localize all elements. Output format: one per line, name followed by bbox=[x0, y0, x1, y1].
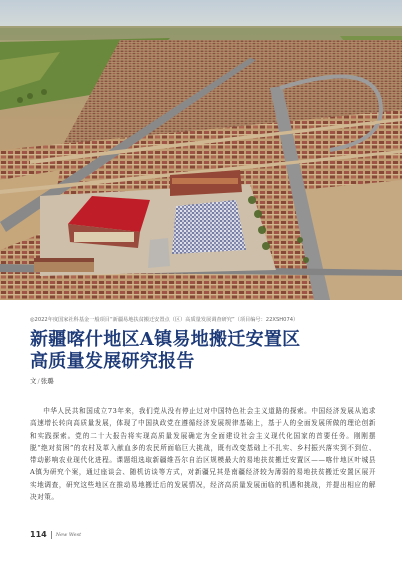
funding-note: ◎2022年度国家社科基金一般项目“新疆易地扶贫搬迁安置点（区）高质量发展调查研究”（项目编号：22XSH074） bbox=[30, 317, 299, 323]
page-footer bbox=[30, 530, 81, 539]
page-number: 114 bbox=[30, 530, 47, 539]
author-prefix: 文 bbox=[30, 377, 37, 385]
abstract-paragraph: 中华人民共和国成立73年来，我们党从没有停止过对中国特色社会主义道路的探索。中国经济发展从追求高速增长转向高质量发展，体现了中国执政党在遵循经济发展规律基础上，基于人的全面发展所做的理论创新和实践探索。党的二十大报告将实现高质量发展确定为全面建设社会主义现代化国家的首要任务。刚刚摆脱“绝对贫困”的农村及革入献血多的农民所面临巨大挑战，既有改变基础上不扎实、乡村振兴落实到不到位、带动影响农业现代化进程。课题组选取新疆维吾尔自治区规模最大的易地扶贫搬迁安置区——喀什地区叶城县A镇为研究个案，通过座谈会、随机访谈等方式，对新疆兄其是南疆经济较为薄弱的易地扶贫搬迁安置区展开实地调查，研究这些地区在推动易地搬迁后的发展情况，经济高质量发展面临的机遇和挑战，并提出相应的解决对策。 bbox=[30, 407, 376, 502]
article-title bbox=[30, 329, 380, 373]
footer-divider bbox=[51, 531, 52, 539]
author-separator: / bbox=[37, 377, 40, 385]
author-byline bbox=[30, 376, 54, 385]
title-line-2: 高质量发展研究报告 bbox=[30, 351, 195, 372]
journal-name: New West bbox=[55, 531, 82, 538]
title-line-1: 新疆喀什地区A镇易地搬迁安置区 bbox=[30, 329, 301, 350]
author-name: 张璐 bbox=[40, 377, 54, 385]
